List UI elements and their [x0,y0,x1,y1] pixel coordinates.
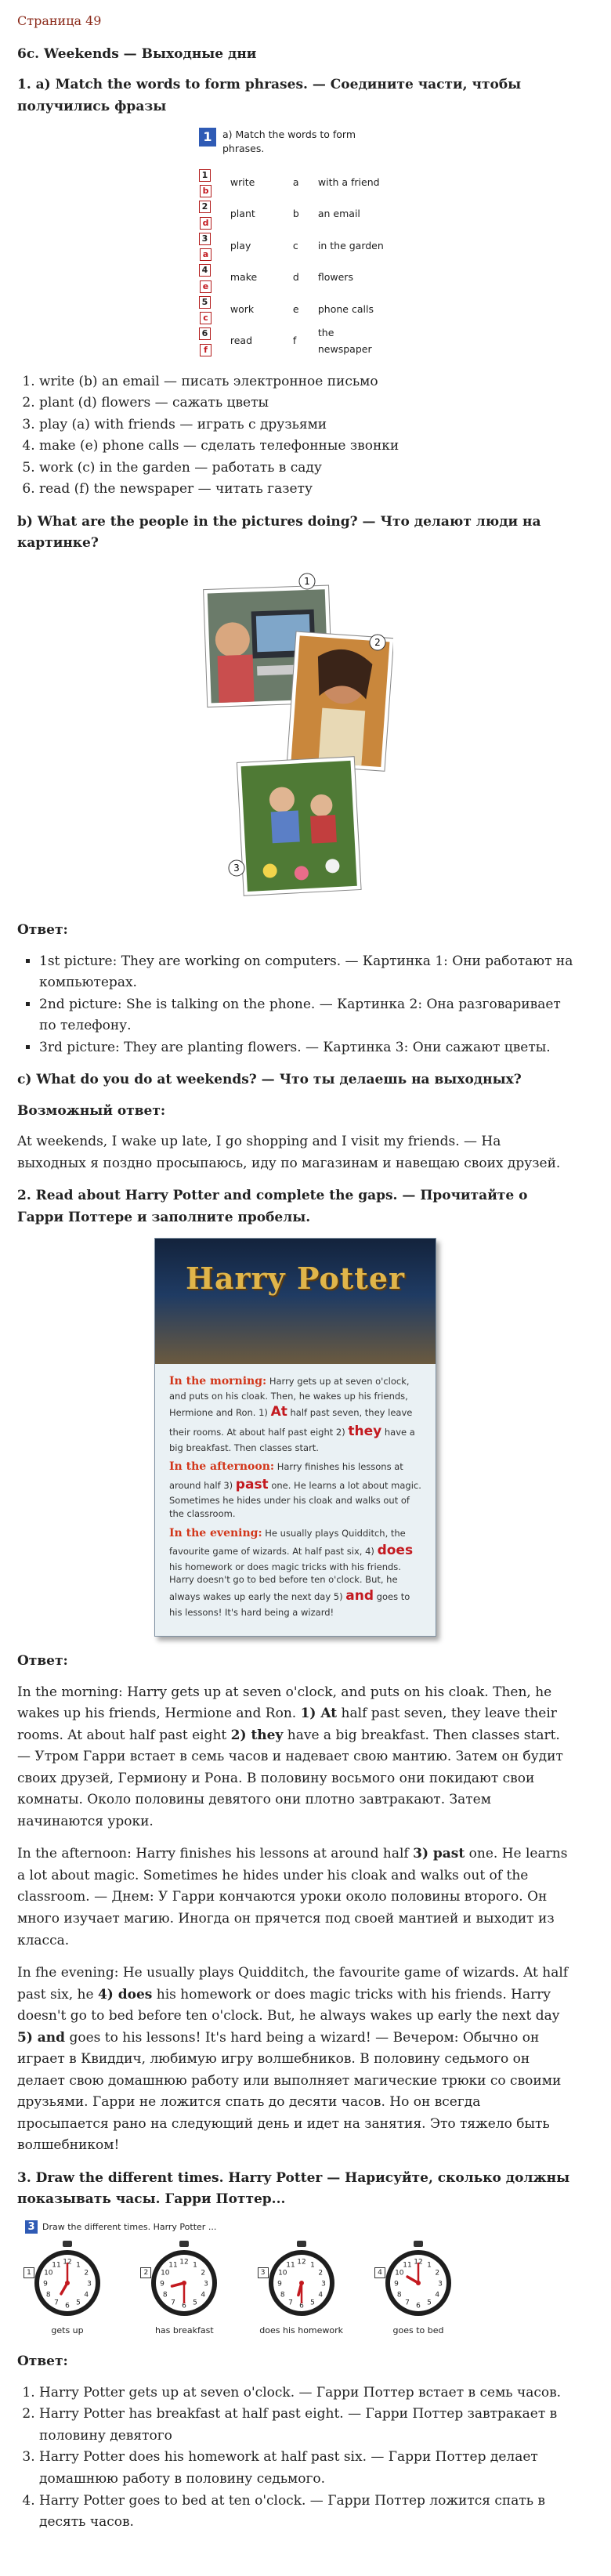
svg-text:3: 3 [438,2280,443,2288]
clock [374,2239,462,2338]
task1c-answer: At weekends, I wake up late, I go shopping and I visit my friends. — На выходных я поздно просыпаюсь, иду по магазинам и навещаю своих друзей. [17,1134,561,1171]
answer-letter: d [200,217,212,230]
svg-text:4: 4 [84,2291,89,2299]
svg-text:8: 8 [280,2291,285,2299]
answer-label: Ответ: [17,922,68,938]
word: make [230,271,258,284]
answer-letter: e [200,280,212,293]
match-row [199,294,392,326]
svg-text:1: 1 [309,2261,315,2270]
svg-text:2: 2 [317,2269,323,2278]
match-row [199,262,392,294]
clock [140,2239,228,2338]
svg-text:7: 7 [287,2299,293,2307]
svg-text:10: 10 [44,2269,53,2278]
phrase: the newspaper [317,327,372,355]
phrase: an email [317,208,360,220]
clock-face-icon [30,2239,105,2317]
photo-label-1: 1 [304,576,310,587]
exercise-number: 1 [199,128,216,147]
task3-answers [17,2382,573,2534]
svg-text:7: 7 [54,2299,59,2307]
svg-text:2: 2 [84,2269,89,2278]
svg-text:5: 5 [193,2299,198,2307]
answer-letter: b [200,185,212,197]
exercise-number: 3 [25,2220,38,2234]
svg-text:9: 9 [277,2280,282,2288]
match-row [199,198,392,230]
clocks-row [24,2239,462,2338]
phrase: flowers [317,271,353,284]
list-item: ▪ 1st picture: They are working on computers. — Картинка 1: Они работают на компьютерах. [39,951,573,994]
svg-text:10: 10 [277,2269,287,2278]
photo-label-2: 2 [374,637,381,648]
item-number: 6 [199,327,211,340]
phrase: phone calls [317,302,374,315]
task3-heading: 3. Draw the different times. Harry Potter — Нарисуйте, сколько должны показывать часы. Гарри Поттер... [17,2169,570,2208]
clock [258,2239,345,2338]
answer-letter: f [200,344,212,356]
clock-caption: does his homework [259,2325,344,2335]
exercise3-header [25,2220,573,2234]
photo-3 [237,757,361,896]
svg-text:7: 7 [405,2299,410,2307]
list-item: 4. Harry Potter goes to bed at ten o'clock. — Гарри Поттер ложится спать в десять часов. [39,2491,573,2534]
photo-2 [287,631,393,771]
option-letter: d [292,271,299,284]
svg-text:6: 6 [416,2302,421,2310]
svg-text:5: 5 [427,2299,432,2307]
clock-face-icon [146,2239,222,2317]
option-letter: f [292,335,297,347]
svg-text:12: 12 [414,2258,423,2267]
clock-tag: 4 [374,2267,385,2278]
svg-text:7: 7 [171,2299,176,2307]
word: read [230,335,253,347]
task1c-heading: c) What do you do at weekends? — Что ты делаешь на выходных? [17,1072,522,1088]
svg-text:11: 11 [285,2261,295,2270]
photo-collage [197,564,393,909]
item-number: 1 [199,169,211,182]
clock-tag: 1 [24,2267,34,2278]
list-item: 6. read (f) the newspaper — читать газету [39,479,573,501]
svg-text:5: 5 [309,2299,315,2307]
task1b-heading: b) What are the people in the pictures doing? — Что делают люди на картинке? [17,513,541,552]
svg-text:8: 8 [396,2291,402,2299]
photo-label-3: 3 [233,863,240,874]
word: work [230,302,255,315]
list-item: 4. make (e) phone calls — сделать телефонные звонки [39,436,573,458]
option-letter: e [292,302,299,315]
svg-text:12: 12 [296,2258,306,2267]
harry-potter-book [154,1238,436,1637]
exercise-prompt: a) Match the words to form phrases. [222,128,356,154]
svg-text:3: 3 [87,2280,92,2288]
match-table [199,167,392,357]
list-item: 5. work (c) in the garden — работать в саду [39,458,573,479]
match-row [199,230,392,262]
list-item: 1. write (b) an email — писать электронное письмо [39,371,573,393]
list-item: 2. Harry Potter has breakfast at half past eight. — Гарри Поттер завтракает в половину девятого [39,2404,573,2447]
match-row [199,167,392,199]
answer-letter: c [200,312,212,324]
answer-label: Ответ: [17,1653,68,1670]
clock-caption: has breakfast [154,2325,214,2335]
option-letter: a [292,175,299,188]
option-letter: b [292,208,299,220]
list-item: 1. Harry Potter gets up at seven o'clock. — Гарри Поттер встает в семь часов. [39,2382,573,2404]
list-item: ▪ 3rd picture: They are planting flowers. — Картинка 3: Они сажают цветы. [39,1037,573,1059]
svg-text:2: 2 [201,2269,206,2278]
svg-text:11: 11 [52,2261,61,2270]
svg-text:12: 12 [63,2258,72,2267]
svg-text:4: 4 [435,2291,440,2299]
word: plant [230,208,255,220]
svg-text:9: 9 [394,2280,399,2288]
list-item: 2. plant (d) flowers — сажать цветы [39,393,573,414]
task2-answer-morning: In the morning: Harry gets up at seven o'clock, and puts on his cloak. Then, he wakes up his friends, Hermione and Ron. 1) At half past seven, they leave their rooms. At about half past eight 2) they have a big breakfast. Then classes start. — Утром Гарри встает в семь часов и надевает свою мантию. Затем он будит своих друзей, Гермиону и Рона. В половину восьмого они покидают свои комнаты. Около половины девятого они плотно завтракают. Затем начинаются уроки. [17,1684,563,1829]
option-letter: c [292,239,298,251]
svg-text:5: 5 [76,2299,81,2307]
item-number: 5 [199,296,211,309]
clock-caption: goes to bed [392,2325,444,2335]
svg-text:1: 1 [76,2261,81,2270]
book-paragraph-afternoon: In the afternoon: Harry finishes his lessons at around half 3) past one. He learns a lot about magic. Sometimes he hides under his cloak and walks out of the classroom. [169,1460,421,1519]
svg-text:1: 1 [427,2261,432,2270]
svg-text:9: 9 [43,2280,48,2288]
exercise1-figure [199,128,392,357]
task1-heading: 1. a) Match the words to form phrases. — Соедините части, чтобы получились фразы [17,77,522,114]
svg-text:12: 12 [179,2258,190,2267]
svg-text:4: 4 [317,2291,323,2299]
answer-label: Возможный ответ: [17,1102,166,1119]
svg-text:10: 10 [395,2269,404,2278]
item-number: 2 [199,201,211,213]
page-label: Страница 49 [17,13,102,28]
svg-text:1: 1 [193,2261,198,2270]
book-logo: Harry Potter [185,1261,406,1297]
match-row [199,325,392,357]
list-item: 3. Harry Potter does his homework at half past six. — Гарри Поттер делает домашнюю работу в половину седьмого. [39,2447,573,2490]
svg-text:2: 2 [435,2269,440,2278]
clock [24,2239,111,2338]
svg-text:11: 11 [403,2261,412,2270]
word: play [230,239,251,251]
section-title: 6c. Weekends — Выходные дни [17,45,257,62]
list-item: ▪ 2nd picture: She is talking on the phone. — Картинка 2: Она разговаривает по телефону. [39,994,573,1037]
task1-answers [17,371,573,501]
clock-face-icon [264,2239,339,2317]
svg-text:6: 6 [182,2302,187,2310]
clock-face-icon [381,2239,456,2317]
svg-text:6: 6 [65,2302,70,2310]
svg-text:6: 6 [298,2302,304,2310]
clock-tag: 2 [140,2267,151,2278]
list-item: 3. play (a) with friends — играть с друзьями [39,414,573,436]
svg-text:4: 4 [201,2291,206,2299]
task1b-answers [17,951,573,1059]
exercise-prompt: Draw the different times. Harry Potter ... [42,2221,217,2232]
svg-text:3: 3 [204,2280,209,2288]
svg-text:3: 3 [320,2280,326,2288]
task2-answer-afternoon: In the afternoon: Harry finishes his lessons at around half 3) past one. He learns a lot about magic. Sometimes he hides under his cloak and walks out of the classroom. — Днем: У Гарри кончаются уроки около половины второго. Он много изучает магию. Иногда он прячется под своей мантией и выходит из класса. [17,1846,568,1948]
item-number: 3 [199,233,211,245]
word: write [230,175,255,188]
svg-text:11: 11 [168,2261,179,2270]
svg-text:8: 8 [163,2291,168,2299]
book-paragraph-evening: In the evening: He usually plays Quidditch, the favourite game of wizards. At half past six, 4) does his homework or does magic tricks with his friends. Harry doesn't go to bed before ten o'clock. But, he always wakes up early the next day 5) and goes to his lessons! It's hard being a wizard! [169,1526,414,1618]
svg-text:9: 9 [160,2280,165,2288]
answer-letter: a [200,248,212,261]
answer-label: Ответ: [17,2353,68,2370]
clock-tag: 3 [258,2267,269,2278]
clock-caption: gets up [51,2325,84,2335]
phrase: in the garden [317,239,384,251]
phrase: with a friend [317,175,380,188]
task2-heading: 2. Read about Harry Potter and complete the gaps. — Прочитайте о Гарри Поттере и заполните пробелы. [17,1188,528,1225]
item-number: 4 [199,264,211,277]
task2-answer-evening: In fhe evening: He usually plays Quidditch, the favourite game of wizards. At half past six, he 4) does his homework or does magic tricks with his friends. Harry doesn't go to bed before ten o'clock. But, he always wakes up early the next day 5) and goes to his lessons! It's hard being a wizard! — Вечером: Обычно он играет в Квиддич, любимую игру волшебников. В половину седьмого он делает свою домашнюю работу или выполняет магические трюки со своими друзьями. Гарри не ложится спать до десяти часов. Но он всегда просыпается рано на следующий день и идет на занятия. Это тяжело быть волшебником! [17,1965,569,2154]
book-paragraph-morning: In the morning: Harry gets up at seven o'clock, and puts on his cloak. Then, he wakes up his friends, Hermione and Ron. 1) At half past seven, they leave their rooms. At about half past eight 2) they have a big breakfast. Then classes start. [169,1375,415,1453]
book-cover [155,1239,436,1364]
svg-text:8: 8 [45,2291,51,2299]
svg-text:10: 10 [161,2269,170,2278]
